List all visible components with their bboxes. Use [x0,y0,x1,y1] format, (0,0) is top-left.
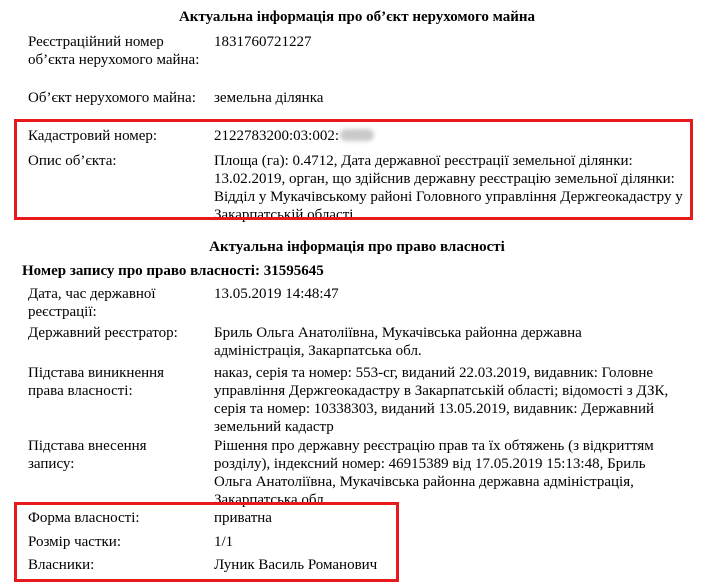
ownership-section-title: Актуальна інформація про право власності [209,239,505,255]
share-label: Розмір частки: [28,534,121,550]
cadastral-highlight-box [14,119,693,220]
record-number-line [22,262,324,280]
reg-date-value: 13.05.2019 14:48:47 [214,286,339,302]
share-value: 1/1 [214,534,234,550]
owners-value: Луник Василь Романович [214,557,378,573]
registrar-label: Державний реєстратор: [28,325,178,341]
registrar-value: Бриль Ольга Анатоліївна, Мукачівська районна державна адміністрація, Закарпатська обл. [214,325,582,359]
basis-origin-label: Підстава виникнення права власності: [28,365,165,399]
reg-date-label: Дата, час державної реєстрації: [28,286,156,320]
ownership-highlight-box [14,502,399,582]
object-type-value: земельна ділянка [214,90,324,106]
reg-number-value: 1831760721227 [214,34,312,50]
ownership-form-value: приватна [214,510,272,526]
object-section-title: Актуальна інформація про об’єкт нерухомого майна [178,9,536,25]
record-number-label: Номер запису про право власності: [22,263,260,279]
description-value: Площа (га): 0.4712, Дата державної реєстрації земельної ділянки: 13.02.2019, орган, що здійснив державну реєстрацію земельної ділянки: Відділ у Мукачівському районі Головного управління Держгеокадастру у Закарпатській області [214,153,683,223]
cadastral-value: 2122783200:03:002: [214,128,340,144]
cadastral-label: Кадастровий номер: [28,128,158,144]
basis-origin-value: наказ, серія та номер: 553-сг, виданий 22.03.2019, видавник: Головне управління Держгеокадастру в Закарпатській області; відомості з ДЗК, серія та номер: 10338303, виданий 13.05.2019, видавник: Державний земельний кадастр [214,365,669,435]
basis-entry-label: Підстава внесення запису: [28,438,147,472]
object-type-label: Об’єкт нерухомого майна: [28,90,196,106]
reg-number-label: Реєстраційний номер об’єкта нерухомого майна: [28,34,200,68]
ownership-form-label: Форма власності: [28,510,140,526]
record-number: 31595645 [263,263,324,279]
owners-label: Власники: [28,557,95,573]
basis-entry-value: Рішення про державну реєстрацію прав та їх обтяжень (з відкриттям розділу), індексний номер: 46915389 від 17.05.2019 15:13:48, Бриль Ольга Анатоліївна, Мукачівська районна державна адміністрація, Закарпатська обл. [214,438,654,508]
description-label: Опис об’єкта: [28,153,117,169]
